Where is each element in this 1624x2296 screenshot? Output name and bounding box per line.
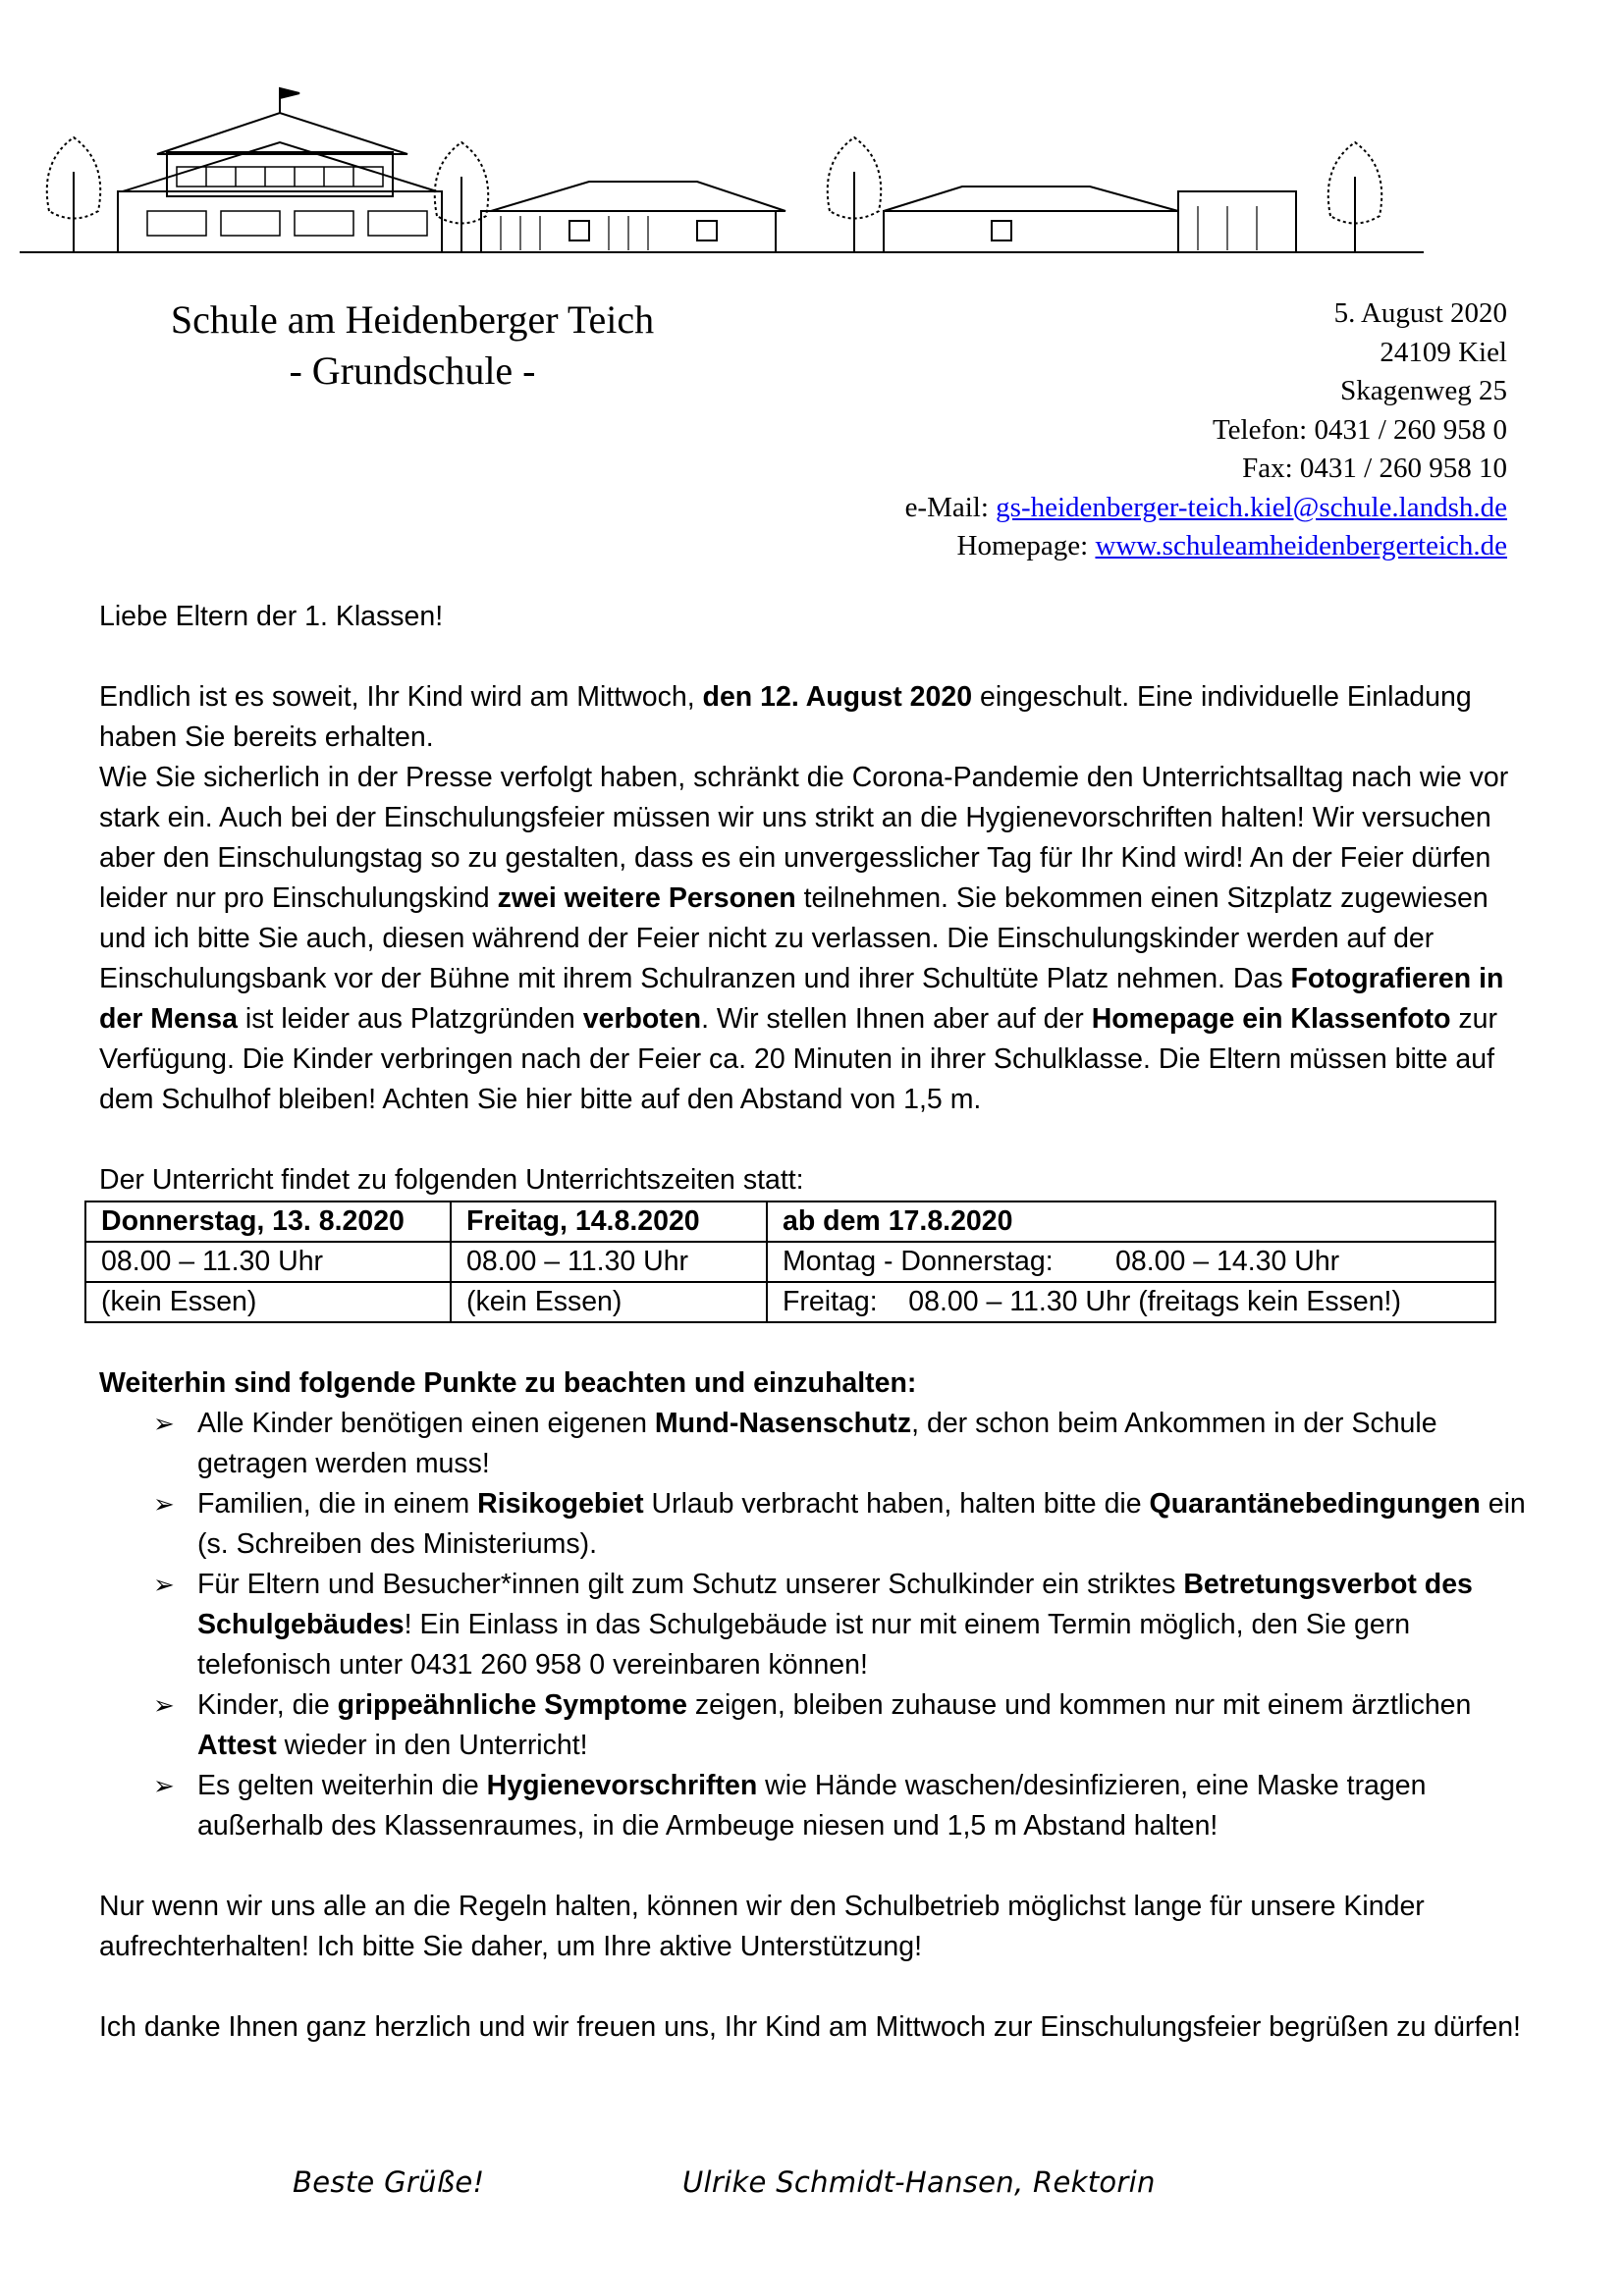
text: Für Eltern und Besucher*innen gilt zum Schutz unserer Schulkinder ein striktes bbox=[197, 1569, 1184, 1600]
table-header-row bbox=[85, 1201, 1495, 1242]
closing-paragraph-2: Ich danke Ihnen ganz herzlich und wir freuen uns, Ihr Kind am Mittwoch zur Einschulungsfeier begrüßen zu dürfen! bbox=[99, 2011, 1521, 2043]
table-cell: 08.00 – 11.30 Uhr bbox=[451, 1242, 767, 1282]
text: Kinder, die bbox=[197, 1689, 338, 1721]
text: teilnehmen. Sie bekommen einen Sitzplatz zugewiesen und ich bitte Sie auch, diesen während der Feier nicht zu verlassen. Die Einschulungskinder werden auf der Einschulungsbank vor der Bühne mit ihrem Schulranzen und ihrer Schultüte Platz nehmen. Das bbox=[99, 882, 1489, 994]
school-name bbox=[118, 294, 707, 397]
arrow-bullet-icon: ➢ bbox=[153, 1771, 175, 1800]
list-item bbox=[153, 1766, 1543, 1846]
enrollment-date: den 12. August 2020 bbox=[702, 681, 973, 713]
arrow-bullet-icon: ➢ bbox=[153, 1409, 175, 1438]
table-header-cell bbox=[85, 1201, 451, 1242]
list-item bbox=[153, 1565, 1543, 1685]
address-phone: Telefon: 0431 / 260 958 0 bbox=[1212, 413, 1507, 446]
text: Familien, die in einem bbox=[197, 1488, 478, 1520]
bold-text: Fotografieren in der Mensa bbox=[99, 963, 1504, 1035]
email-label: e-Mail: bbox=[904, 491, 997, 523]
address-homepage-line bbox=[905, 527, 1507, 566]
signer-name: Ulrike Schmidt-Hansen, Rektorin bbox=[682, 2165, 1156, 2199]
table-cell: 08.00 – 11.30 Uhr bbox=[85, 1242, 451, 1282]
text: ist leider aus Platzgründen bbox=[237, 1003, 583, 1035]
paragraph-enrollment bbox=[99, 677, 1543, 758]
school-name-line1: Schule am Heidenberger Teich bbox=[170, 297, 655, 342]
text: wieder in den Unterricht! bbox=[276, 1730, 588, 1761]
text: , der schon beim Ankommen in der Schule getragen werden muss! bbox=[197, 1408, 1437, 1479]
center-wing bbox=[481, 182, 785, 252]
greeting: Beste Grüße! bbox=[293, 2165, 485, 2199]
schedule-table bbox=[84, 1201, 1496, 1323]
rules-heading bbox=[99, 1363, 1543, 1404]
letter-body bbox=[99, 597, 1543, 2048]
bold-text: Risikogebiet bbox=[477, 1488, 644, 1520]
bold-text: Attest bbox=[197, 1730, 277, 1761]
table-cell: (kein Essen) bbox=[451, 1282, 767, 1322]
header-text: Freitag, 14.8.2020 bbox=[466, 1205, 700, 1237]
table-cell: Freitag: 08.00 – 11.30 Uhr (freitags kein Essen!) bbox=[767, 1282, 1495, 1322]
text: zur Verfügung. Die Kinder verbringen nach der Feier ca. 20 Minuten in ihrer Schulklasse. Die Eltern müssen bitte auf dem Schulhof bleiben! Achten Sie hier bitte auf den Abstand von 1,5 m. bbox=[99, 1003, 1498, 1115]
homepage-link[interactable]: www.schuleamheidenbergerteich.de bbox=[1095, 530, 1507, 561]
tree-right-1 bbox=[828, 137, 881, 252]
heading-text: Weiterhin sind folgende Punkte zu beachten und einzuhalten: bbox=[99, 1367, 917, 1399]
main-building bbox=[118, 88, 442, 252]
bold-text: Mund-Nasenschutz bbox=[654, 1408, 912, 1439]
header-text: Donnerstag, 13. 8.2020 bbox=[101, 1205, 405, 1237]
school-building-drawing bbox=[20, 83, 1424, 260]
address-street: Skagenweg 25 bbox=[1340, 375, 1507, 406]
table-row bbox=[85, 1282, 1495, 1322]
text: ein (s. Schreiben des Ministeriums). bbox=[197, 1488, 1526, 1560]
table-header-cell bbox=[767, 1201, 1495, 1242]
bold-text: verboten bbox=[582, 1003, 702, 1035]
homepage-label: Homepage: bbox=[956, 530, 1096, 561]
list-item bbox=[153, 1685, 1543, 1766]
bold-text: Homepage ein Klassenfoto bbox=[1091, 1003, 1451, 1035]
bold-text: Hygienevorschriften bbox=[486, 1770, 758, 1801]
text: . Wir stellen Ihnen aber auf der bbox=[701, 1003, 1092, 1035]
text: Es gelten weiterhin die bbox=[197, 1770, 487, 1801]
school-name-line2: - Grundschule - bbox=[289, 348, 536, 393]
right-wing bbox=[884, 187, 1296, 252]
address-block bbox=[905, 294, 1507, 566]
text: wie Hände waschen/desinfizieren, eine Maske tragen außerhalb des Klassenraumes, in die Armbeuge niesen und 1,5 m Abstand halten! bbox=[197, 1770, 1427, 1842]
arrow-bullet-icon: ➢ bbox=[153, 1570, 175, 1599]
address-city: 24109 Kiel bbox=[1380, 336, 1507, 368]
list-item bbox=[153, 1404, 1543, 1484]
text: zeigen, bleiben zuhause und kommen nur mit einem ärztlichen bbox=[686, 1689, 1472, 1721]
table-cell: Montag - Donnerstag: 08.00 – 14.30 Uhr bbox=[767, 1242, 1495, 1282]
text: Endlich ist es soweit, Ihr Kind wird am Mittwoch, bbox=[99, 681, 703, 713]
arrow-bullet-icon: ➢ bbox=[153, 1690, 175, 1720]
schedule-intro: Der Unterricht findet zu folgenden Unterrichtszeiten statt: bbox=[99, 1164, 804, 1196]
table-cell: (kein Essen) bbox=[85, 1282, 451, 1322]
tree-right-2 bbox=[1328, 142, 1381, 252]
text: ! Ein Einlass in das Schulgebäude ist nur mit einem Termin möglich, den Sie gern telefonisch unter 0431 260 958 0 vereinbaren können! bbox=[197, 1609, 1411, 1681]
salutation: Liebe Eltern der 1. Klassen! bbox=[99, 601, 444, 632]
tree-left bbox=[47, 137, 100, 252]
email-link[interactable]: gs-heidenberger-teich.kiel@schule.landsh.de bbox=[996, 491, 1507, 523]
list-item bbox=[153, 1484, 1543, 1565]
closing-paragraph-1: Nur wenn wir uns alle an die Regeln halten, können wir den Schulbetrieb möglichst lange für unsere Kinder aufrechterhalten! Ich bitte Sie daher, um Ihre aktive Unterstützung! bbox=[99, 1891, 1425, 1962]
text: Wie Sie sicherlich in der Presse verfolgt haben, schränkt die Corona-Pandemie den Unterrichtsalltag nach wie vor stark ein. Auch bei der Einschulungsfeier müssen wir uns strikt an die Hygienevorschriften halten! Wir versuchen aber den Einschulungstag so zu gestalten, dass es ein unvergesslicher Tag für Ihr Kind wird! An der Feier dürfen leider nur pro Einschulungskind bbox=[99, 762, 1509, 914]
address-fax: Fax: 0431 / 260 958 10 bbox=[1242, 453, 1507, 484]
table-header-cell bbox=[451, 1201, 767, 1242]
bold-text: zwei weitere Personen bbox=[497, 882, 796, 914]
rules-list bbox=[99, 1404, 1543, 1846]
text: Alle Kinder benötigen einen eigenen bbox=[197, 1408, 655, 1439]
arrow-bullet-icon: ➢ bbox=[153, 1489, 175, 1519]
header-text: ab dem 17.8.2020 bbox=[783, 1205, 1013, 1237]
text: Urlaub verbracht haben, halten bitte die bbox=[643, 1488, 1150, 1520]
paragraph-corona bbox=[99, 758, 1543, 1120]
table-row bbox=[85, 1242, 1495, 1282]
letter-date: 5. August 2020 bbox=[1333, 297, 1507, 329]
bold-text: Betretungsverbot des Schulgebäudes bbox=[197, 1569, 1473, 1640]
text: eingeschult. Eine individuelle Einladung haben Sie bereits erhalten. bbox=[99, 681, 1472, 753]
bold-text: Quarantänebedingungen bbox=[1149, 1488, 1481, 1520]
address-email-line bbox=[905, 489, 1507, 528]
bold-text: grippeähnliche Symptome bbox=[337, 1689, 687, 1721]
